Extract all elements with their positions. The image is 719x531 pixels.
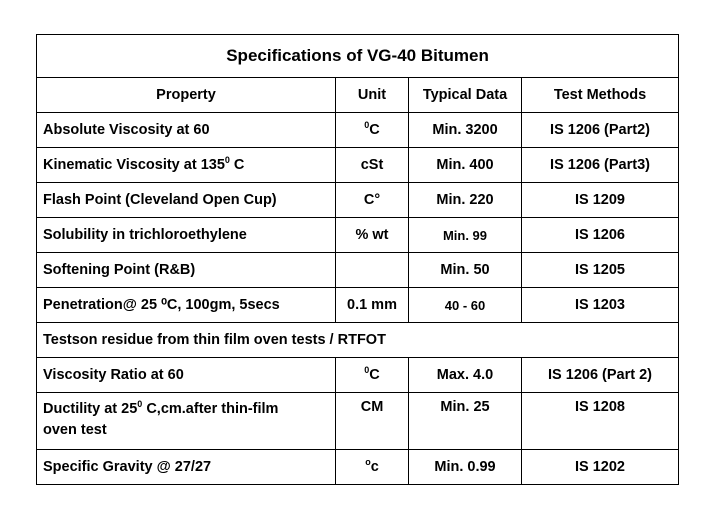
typical-cell: Min. 220	[409, 183, 522, 218]
typical-cell: Max. 4.0	[409, 358, 522, 393]
unit-cell: % wt	[336, 218, 409, 253]
test-cell: IS 1205	[522, 253, 679, 288]
unit-cell	[336, 113, 409, 148]
property-cell: Viscosity Ratio at 60	[37, 358, 336, 393]
typical-cell: Min. 50	[409, 253, 522, 288]
table-row	[37, 450, 679, 485]
test-cell: IS 1203	[522, 288, 679, 323]
unit-cell: CM	[336, 393, 409, 450]
test-cell: IS 1206 (Part2)	[522, 113, 679, 148]
test-cell: IS 1206 (Part 2)	[522, 358, 679, 393]
property-cell: Softening Point (R&B)	[37, 253, 336, 288]
header-typical: Typical Data	[409, 78, 522, 113]
table-row	[37, 113, 679, 148]
property-sup: 0	[224, 155, 230, 166]
typical-cell: Min. 400	[409, 148, 522, 183]
property-cell: Flash Point (Cleveland Open Cup)	[37, 183, 336, 218]
unit-cell: 0.1 mm	[336, 288, 409, 323]
property-cell: Absolute Viscosity at 60	[37, 113, 336, 148]
unit-text: C	[369, 122, 380, 138]
unit-cell	[336, 253, 409, 288]
unit-sup: 0	[364, 365, 370, 376]
test-cell: IS 1202	[522, 450, 679, 485]
unit-cell	[336, 450, 409, 485]
property-cell: Solubility in trichloroethylene	[37, 218, 336, 253]
typical-cell: Min. 3200	[409, 113, 522, 148]
test-cell: IS 1206 (Part3)	[522, 148, 679, 183]
test-cell: IS 1208	[522, 393, 679, 450]
property-cell	[37, 393, 336, 450]
note-row	[37, 323, 679, 358]
property-text: Ductility at 25	[43, 401, 138, 417]
table-row	[37, 288, 679, 323]
unit-text: c	[370, 459, 379, 475]
table-title: Specifications of VG-40 Bitumen	[37, 35, 679, 78]
table-row	[37, 393, 679, 450]
test-cell: IS 1209	[522, 183, 679, 218]
header-property: Property	[37, 78, 336, 113]
unit-sup: 0	[364, 120, 370, 131]
property-cell: Specific Gravity @ 27/27	[37, 450, 336, 485]
typical-cell: Min. 99	[409, 218, 522, 253]
unit-cell	[336, 358, 409, 393]
test-cell: IS 1206	[522, 218, 679, 253]
property-text: Kinematic Viscosity at 135	[43, 157, 225, 173]
header-test: Test Methods	[522, 78, 679, 113]
property-cell: Penetration@ 25 ⁰C, 100gm, 5secs	[37, 288, 336, 323]
table-row	[37, 218, 679, 253]
header-unit: Unit	[336, 78, 409, 113]
typical-cell: 40 - 60	[409, 288, 522, 323]
typical-cell: Min. 0.99	[409, 450, 522, 485]
unit-cell: cSt	[336, 148, 409, 183]
property-text-post: C	[229, 157, 245, 173]
table-row	[37, 253, 679, 288]
section-note: Testson residue from thin film oven tests / RTFOT	[37, 323, 679, 358]
spec-table	[36, 34, 679, 485]
unit-cell: C°	[336, 183, 409, 218]
table-row	[37, 183, 679, 218]
table-row	[37, 148, 679, 183]
table-row	[37, 358, 679, 393]
unit-sup: o	[365, 457, 371, 468]
unit-text: C	[369, 367, 380, 383]
typical-cell: Min. 25	[409, 393, 522, 450]
property-text-line2: oven test	[43, 422, 107, 438]
property-text-post: C,cm.after thin-film	[142, 401, 279, 417]
property-cell	[37, 148, 336, 183]
property-sup: 0	[137, 399, 143, 410]
